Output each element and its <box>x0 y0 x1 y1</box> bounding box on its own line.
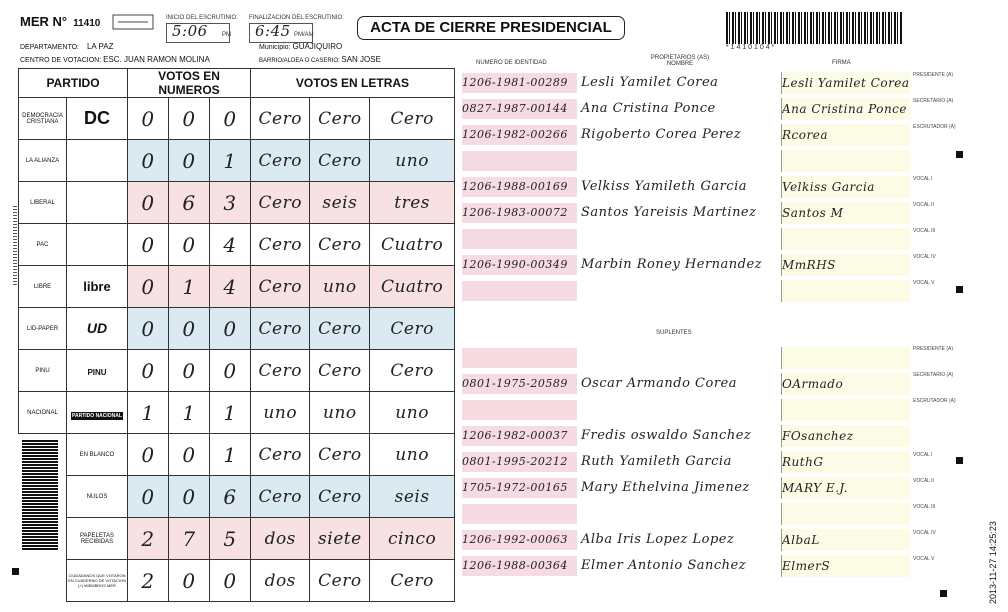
member-name: Ruth Yamileth Garcia <box>581 454 732 469</box>
member-signature: Velkiss Garcia <box>781 176 910 198</box>
departamento-field: DEPARTAMENTO: LA PAZ <box>20 42 114 51</box>
vote-word: siete <box>310 518 370 560</box>
vote-digit: 4 <box>210 224 251 266</box>
member-row <box>462 449 918 474</box>
vote-word: dos <box>251 560 310 602</box>
finalizacion-label: FINALIZACION DEL ESCRUTINIO: <box>249 15 344 21</box>
vote-word: Cero <box>251 98 310 140</box>
total-name: EN BLANCO <box>67 434 128 476</box>
member-id <box>462 151 577 171</box>
member-row <box>462 397 918 422</box>
table-row <box>19 224 455 266</box>
party-logo <box>67 182 128 224</box>
logo-tse <box>112 14 154 30</box>
vote-digit: 0 <box>128 350 169 392</box>
vote-digit: 2 <box>128 560 169 602</box>
vote-word: Cero <box>310 224 370 266</box>
vote-digit: 0 <box>169 224 210 266</box>
member-row <box>462 475 918 500</box>
party-logo <box>67 266 128 308</box>
party-name: LIBRE <box>19 266 67 308</box>
barcode-number: * 1 4 1 0 1 0 4 * <box>726 44 775 51</box>
member-signature: Lesli Yamilet Corea <box>781 72 910 94</box>
member-row <box>462 527 918 552</box>
role-label: VOCAL IV <box>913 530 936 536</box>
vote-word: Cero <box>251 350 310 392</box>
role-label: PRESIDENTE (A) <box>913 346 954 352</box>
inicio-label: INICIO DEL ESCRUTINIO: <box>166 15 238 21</box>
member-id: 1206-1992-00063 <box>462 530 577 550</box>
member-id: 1206-1982-00037 <box>462 426 577 446</box>
vote-word: Cero <box>251 224 310 266</box>
vote-digit: 2 <box>128 518 169 560</box>
vote-digit: 1 <box>210 434 251 476</box>
member-signature <box>781 280 910 302</box>
member-row <box>462 553 918 578</box>
vote-digit: 0 <box>169 350 210 392</box>
prop-header: PROPIETARIOS (AS) NOMBRE <box>650 55 710 67</box>
registration-mark <box>940 590 947 597</box>
finalizacion-value: 6:45 <box>255 22 291 40</box>
member-signature: MARY E.J. <box>781 477 910 499</box>
member-id <box>462 400 577 420</box>
header-partido: PARTIDO <box>19 69 128 98</box>
role-label: VOCAL V <box>913 556 935 562</box>
member-name: Marbin Roney Hernandez <box>581 257 763 272</box>
member-row <box>462 278 918 303</box>
role-label: VOCAL III <box>913 504 936 510</box>
firma-header: FIRMA <box>832 60 851 66</box>
role-label: PRESIDENTE (A) <box>913 72 954 78</box>
vote-digit: 0 <box>128 476 169 518</box>
member-id <box>462 281 577 301</box>
member-id: 1206-1983-00072 <box>462 203 577 223</box>
member-signature: MmRHS <box>781 254 910 276</box>
member-id: 1206-1982-00266 <box>462 125 577 145</box>
member-signature: RuthG <box>781 451 910 473</box>
role-label: VOCAL II <box>913 202 934 208</box>
vote-digit: 0 <box>210 350 251 392</box>
role-label: VOCAL II <box>913 478 934 484</box>
member-name: Fredis oswaldo Sanchez <box>581 428 752 443</box>
vote-digit: 3 <box>210 182 251 224</box>
votes-table <box>18 68 455 602</box>
vote-digit: 0 <box>169 476 210 518</box>
suplentes-header: SUPLENTES <box>656 330 692 336</box>
role-label: VOCAL III <box>913 228 936 234</box>
member-row <box>462 70 918 95</box>
vote-word: Cero <box>251 476 310 518</box>
registration-mark <box>956 286 963 293</box>
member-signature: Rcorea <box>781 124 910 146</box>
vote-word: Cero <box>370 308 455 350</box>
member-name: Santos Yareisis Martinez <box>581 205 757 220</box>
vote-digit: 1 <box>169 392 210 434</box>
member-signature: AlbaL <box>781 529 910 551</box>
vote-digit: 1 <box>210 140 251 182</box>
table-row <box>19 182 455 224</box>
vote-word: Cero <box>251 308 310 350</box>
member-signature: ElmerS <box>781 555 910 577</box>
vote-word: Cero <box>370 98 455 140</box>
member-signature: OArmado <box>781 373 910 395</box>
vote-word: seis <box>310 182 370 224</box>
document-title: ACTA DE CIERRE PRESIDENCIAL <box>357 16 625 40</box>
side-barcode <box>22 440 58 550</box>
centro-field: CENTRO DE VOTACION: ESC. JUAN RAMON MOLINA <box>20 55 210 64</box>
vote-word: Cuatro <box>370 266 455 308</box>
member-id <box>462 229 577 249</box>
member-row <box>462 423 918 448</box>
vote-word: uno <box>310 392 370 434</box>
member-name: Mary Ethelvina Jimenez <box>581 480 750 495</box>
vote-digit: 1 <box>169 266 210 308</box>
vote-digit: 0 <box>128 140 169 182</box>
total-name: NULOS <box>67 476 128 518</box>
table-row <box>19 560 455 602</box>
vote-digit: 0 <box>128 434 169 476</box>
vote-word: Cero <box>310 140 370 182</box>
propietarios-list <box>462 70 918 304</box>
member-id: 1206-1988-00169 <box>462 177 577 197</box>
vote-digit: 0 <box>169 560 210 602</box>
inicio-value: 5:06 <box>172 22 208 40</box>
vote-digit: 1 <box>210 392 251 434</box>
mer-label: MER N° 11410 <box>20 14 101 29</box>
vote-word: Cero <box>310 350 370 392</box>
party-logo-text: DC <box>84 108 110 128</box>
vote-word: Cuatro <box>370 224 455 266</box>
vote-word: Cero <box>370 560 455 602</box>
role-label: VOCAL I <box>913 452 933 458</box>
vote-word: Cero <box>310 308 370 350</box>
total-name: PAPELETAS RECIBIDAS <box>67 518 128 560</box>
role-label: VOCAL V <box>913 280 935 286</box>
table-row <box>19 308 455 350</box>
vote-digit: 6 <box>210 476 251 518</box>
vote-word: tres <box>370 182 455 224</box>
vote-digit: 1 <box>128 392 169 434</box>
party-logo <box>67 350 128 392</box>
inicio-suffix: PM <box>222 32 231 38</box>
role-label: SECRETARIO (A) <box>913 372 954 378</box>
vote-word: uno <box>370 140 455 182</box>
vote-word: uno <box>370 392 455 434</box>
party-logo-text: PINU <box>87 367 107 377</box>
member-id: 1206-1981-00289 <box>462 73 577 93</box>
vote-digit: 6 <box>169 182 210 224</box>
member-signature: Santos M <box>781 202 910 224</box>
role-label: ESCRUTADOR (A) <box>913 124 956 130</box>
vote-word: uno <box>251 392 310 434</box>
registration-mark <box>956 457 963 464</box>
timestamp: 2013-11-27 14:25:23 <box>988 521 998 604</box>
party-logo <box>67 392 128 434</box>
vote-digit: 0 <box>169 140 210 182</box>
vote-word: Cero <box>251 182 310 224</box>
member-id: 1206-1990-00349 <box>462 255 577 275</box>
member-row <box>462 200 918 225</box>
member-row <box>462 371 918 396</box>
member-name: Velkiss Yamileth Garcia <box>581 179 747 194</box>
role-label: SECRETARIO (A) <box>913 98 954 104</box>
vote-word: uno <box>370 434 455 476</box>
role-label: ESCRUTADOR (A) <box>913 398 956 404</box>
member-id: 0801-1975-20589 <box>462 374 577 394</box>
member-signature <box>781 150 910 172</box>
vote-digit: 0 <box>128 98 169 140</box>
party-name: LA ALIANZA <box>19 140 67 182</box>
table-row <box>19 518 455 560</box>
party-name: LID-PAPER <box>19 308 67 350</box>
vote-word: uno <box>310 266 370 308</box>
vote-word: Cero <box>310 560 370 602</box>
vote-word: Cero <box>251 266 310 308</box>
vote-digit: 0 <box>128 266 169 308</box>
party-logo-text: libre <box>83 278 111 294</box>
side-microtext <box>13 205 17 285</box>
vote-digit: 0 <box>210 98 251 140</box>
vote-word: Cero <box>251 434 310 476</box>
role-label: VOCAL I <box>913 176 933 182</box>
vote-digit: 7 <box>169 518 210 560</box>
municipio-field: Municipio: GUAJIQUIRO <box>259 42 343 51</box>
member-signature: FOsanchez <box>781 425 910 447</box>
total-name: CIUDADANOS QUE VOTARON EN CUADERNO DE VOTACION (+) MIEMBROS MER <box>67 560 128 602</box>
member-row <box>462 148 918 173</box>
party-logo-text: PARTIDO NACIONAL <box>72 412 122 419</box>
vote-digit: 4 <box>210 266 251 308</box>
member-row <box>462 122 918 147</box>
party-name: DEMOCRACIA CRISTIANA <box>19 98 67 140</box>
role-label: VOCAL IV <box>913 254 936 260</box>
table-row <box>19 476 455 518</box>
party-name: PAC <box>19 224 67 266</box>
member-name: Elmer Antonio Sanchez <box>581 558 747 573</box>
vote-digit: 0 <box>210 308 251 350</box>
table-row <box>19 98 455 140</box>
finalizacion-suffix: PM/AM <box>294 32 314 38</box>
registration-mark <box>12 568 19 575</box>
vote-word: Cero <box>370 350 455 392</box>
table-row <box>19 140 455 182</box>
member-row <box>462 174 918 199</box>
table-row <box>19 266 455 308</box>
member-row <box>462 226 918 251</box>
suplentes-list <box>462 345 918 579</box>
vote-word: dos <box>251 518 310 560</box>
vote-digit: 0 <box>128 308 169 350</box>
member-id: 0801-1995-20212 <box>462 452 577 472</box>
member-id: 1206-1988-00364 <box>462 556 577 576</box>
member-signature: Ana Cristina Ponce <box>781 98 910 120</box>
vote-digit: 0 <box>169 308 210 350</box>
member-name: Alba Iris Lopez Lopez <box>581 532 735 547</box>
vote-word: cinco <box>370 518 455 560</box>
party-logo <box>67 98 128 140</box>
top-barcode <box>726 12 902 44</box>
header-letras: VOTOS EN LETRAS <box>251 69 455 98</box>
member-id: 1705-1972-00165 <box>462 478 577 498</box>
vote-word: Cero <box>310 476 370 518</box>
member-signature <box>781 503 910 525</box>
member-signature <box>781 399 910 421</box>
party-logo <box>67 308 128 350</box>
header-numeros: VOTOS EN NUMEROS <box>128 69 251 98</box>
barrio-field: BARRIO/ALDEA O CASERIO: SAN JOSE <box>259 55 381 64</box>
member-name: Lesli Yamilet Corea <box>581 75 719 90</box>
vote-word: Cero <box>310 98 370 140</box>
vote-digit: 0 <box>128 224 169 266</box>
table-row <box>19 392 455 434</box>
vote-digit: 0 <box>210 560 251 602</box>
party-name: PINU <box>19 350 67 392</box>
vote-digit: 5 <box>210 518 251 560</box>
member-signature <box>781 228 910 250</box>
member-id <box>462 348 577 368</box>
member-name: Rigoberto Corea Perez <box>581 127 742 142</box>
vote-digit: 0 <box>128 182 169 224</box>
table-row <box>19 350 455 392</box>
member-id <box>462 504 577 524</box>
vote-word: seis <box>370 476 455 518</box>
vote-word: Cero <box>251 140 310 182</box>
empty-cell <box>19 560 67 602</box>
member-row <box>462 252 918 277</box>
member-row <box>462 501 918 526</box>
party-logo-text: UD <box>86 319 108 336</box>
party-name: NACIONAL <box>19 392 67 434</box>
registration-mark <box>956 151 963 158</box>
mer-number: 11410 <box>73 18 101 29</box>
id-header: NUMERO DE IDENTIDAD <box>476 60 547 66</box>
member-name: Oscar Armando Corea <box>581 376 737 391</box>
member-row <box>462 345 918 370</box>
table-row <box>19 434 455 476</box>
vote-digit: 0 <box>169 434 210 476</box>
member-name: Ana Cristina Ponce <box>581 101 716 116</box>
party-name: LIBERAL <box>19 182 67 224</box>
vote-digit: 0 <box>169 98 210 140</box>
member-id: 0827-1987-00144 <box>462 99 577 119</box>
member-row <box>462 96 918 121</box>
party-logo <box>67 140 128 182</box>
party-logo <box>67 224 128 266</box>
member-signature <box>781 347 910 369</box>
vote-word: Cero <box>310 434 370 476</box>
